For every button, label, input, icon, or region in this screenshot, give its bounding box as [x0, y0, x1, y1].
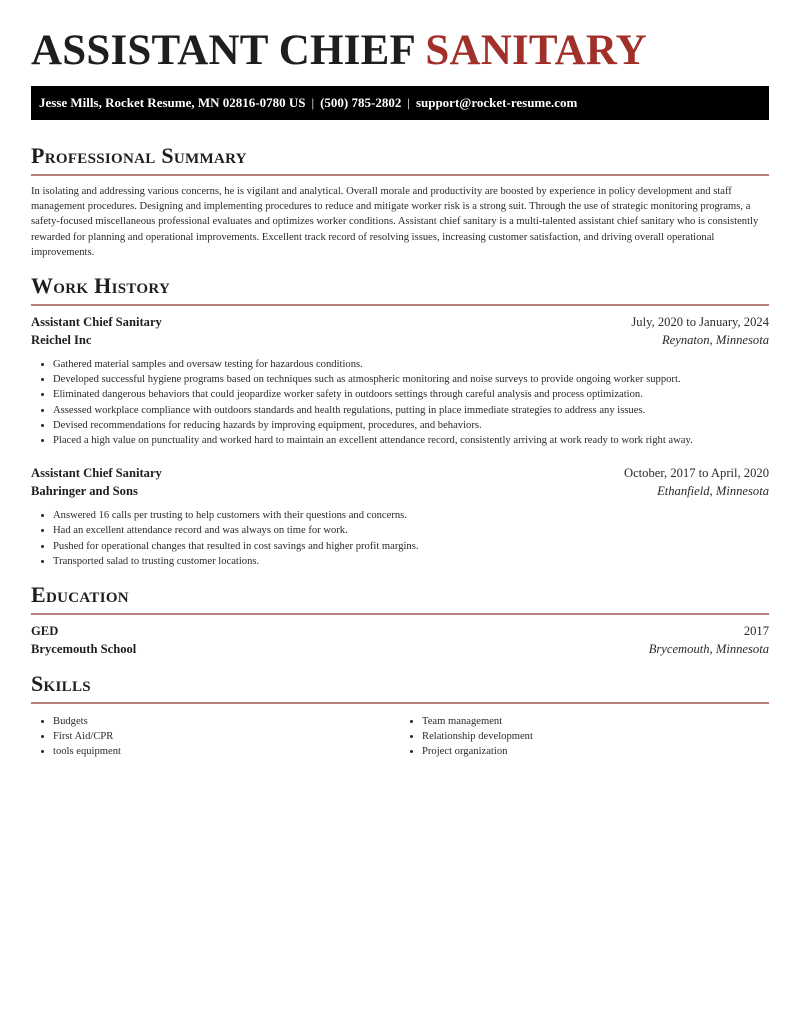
contact-email[interactable]: support@rocket-resume.com [415, 95, 578, 110]
separator: | [407, 95, 410, 110]
skill-item: • Budgets [53, 714, 400, 729]
summary-text: In isolating and addressing various concerns, he is vigilant and analytical. Overall morale and productivity are boosted by experience in policy development and staff management procedures. Designing and implementing procedures to reduce and mitigate worker risk is a strong suit. Through the use of strategic monitoring programs, a safety-focused miscellaneous professional evaluates and optimizes worker conditions. Assistant chief sanitary is a multi-talented assistant chief sanitary who is consistently rewarded for planning and operational improvements. Excellent track record of resolving issues, increasing customer satisfaction, and driving overall operational improvements. [31, 186, 759, 258]
list-item: • Devised recommendations for reducing hazards by improving equipment, procedures, and behaviors. [53, 418, 769, 433]
skills-list-left [31, 714, 400, 760]
list-item: • Placed a high value on punctuality and worked hard to maintain an excellent attendance record, consistently arriving at work ready to work right away. [53, 433, 769, 448]
section-heading-education: Education [31, 582, 129, 608]
list-item: • Transported salad to trusting customer locations. [53, 554, 769, 569]
resume-page [31, 0, 769, 760]
job-location: Ethanfield, Minnesota [657, 483, 769, 498]
education-degree: GED [31, 624, 59, 639]
list-item: • Eliminated dangerous behaviors that could jeopardize worker safety in outdoors settings through careful analysis and process optimization. [53, 387, 769, 402]
job-entry [31, 465, 769, 569]
skills-columns [31, 712, 769, 760]
job-company: Bahringer and Sons [31, 483, 138, 498]
skill-item: • Relationship development [422, 729, 769, 744]
section-heading-summary: Professional Summary [31, 143, 247, 168]
skill-item: • Team management [422, 714, 769, 729]
section-divider [31, 702, 769, 704]
skill-item: • Project organization [422, 744, 769, 759]
list-item: • Developed successful hygiene programs based on techniques such as atmospheric monitoring and noise surveys to provide ongoing worker support. [53, 372, 769, 387]
title-accent: SANITARY [425, 27, 647, 74]
job-location: Reynaton, Minnesota [661, 332, 769, 347]
list-item: • Assessed workplace compliance with outdoors standards and health regulations, putting in place immediate strategies to address any issues. [53, 403, 769, 418]
contact-address: Jesse Mills, Rocket Resume, MN 02816-0780 US [39, 95, 306, 110]
job-dates: July, 2020 to January, 2024 [631, 315, 769, 330]
list-item: • Gathered material samples and oversaw testing for hazardous conditions. [53, 357, 769, 372]
education-section [31, 581, 769, 658]
section-divider [31, 304, 769, 306]
list-item: • Pushed for operational changes that resulted in cost savings and higher profit margins. [53, 539, 769, 554]
contact-bar [31, 86, 769, 120]
list-item: • Answered 16 calls per trusting to help customers with their questions and concerns. [53, 508, 769, 523]
separator: | [311, 95, 315, 110]
list-item: • Had an excellent attendance record and was always on time for work. [53, 523, 769, 538]
job-company: Reichel Inc [31, 332, 92, 347]
job-title: Assistant Chief Sanitary [31, 466, 162, 481]
job-bullets [31, 508, 769, 569]
section-divider [31, 613, 769, 615]
education-location: Brycemouth, Minnesota [648, 641, 769, 656]
job-dates: October, 2017 to April, 2020 [623, 466, 769, 481]
job-title: Assistant Chief Sanitary [31, 315, 162, 330]
title-main: ASSISTANT CHIEF [31, 27, 426, 74]
contact-phone: (500) 785-2802 [320, 95, 402, 110]
page-title [31, 0, 769, 74]
education-school: Brycemouth School [31, 641, 137, 656]
section-divider [31, 174, 769, 176]
skill-item: • tools equipment [53, 744, 400, 759]
job-entry [31, 314, 769, 448]
skills-list-right [400, 714, 769, 760]
summary-section [31, 142, 769, 260]
skills-section [31, 670, 769, 760]
education-year: 2017 [743, 624, 769, 639]
job-bullets [31, 357, 769, 448]
work-history-section [31, 272, 769, 569]
skill-item: • First Aid/CPR [53, 729, 400, 744]
section-heading-skills: Skills [31, 671, 91, 697]
section-heading-work-history: Work History [31, 273, 171, 299]
